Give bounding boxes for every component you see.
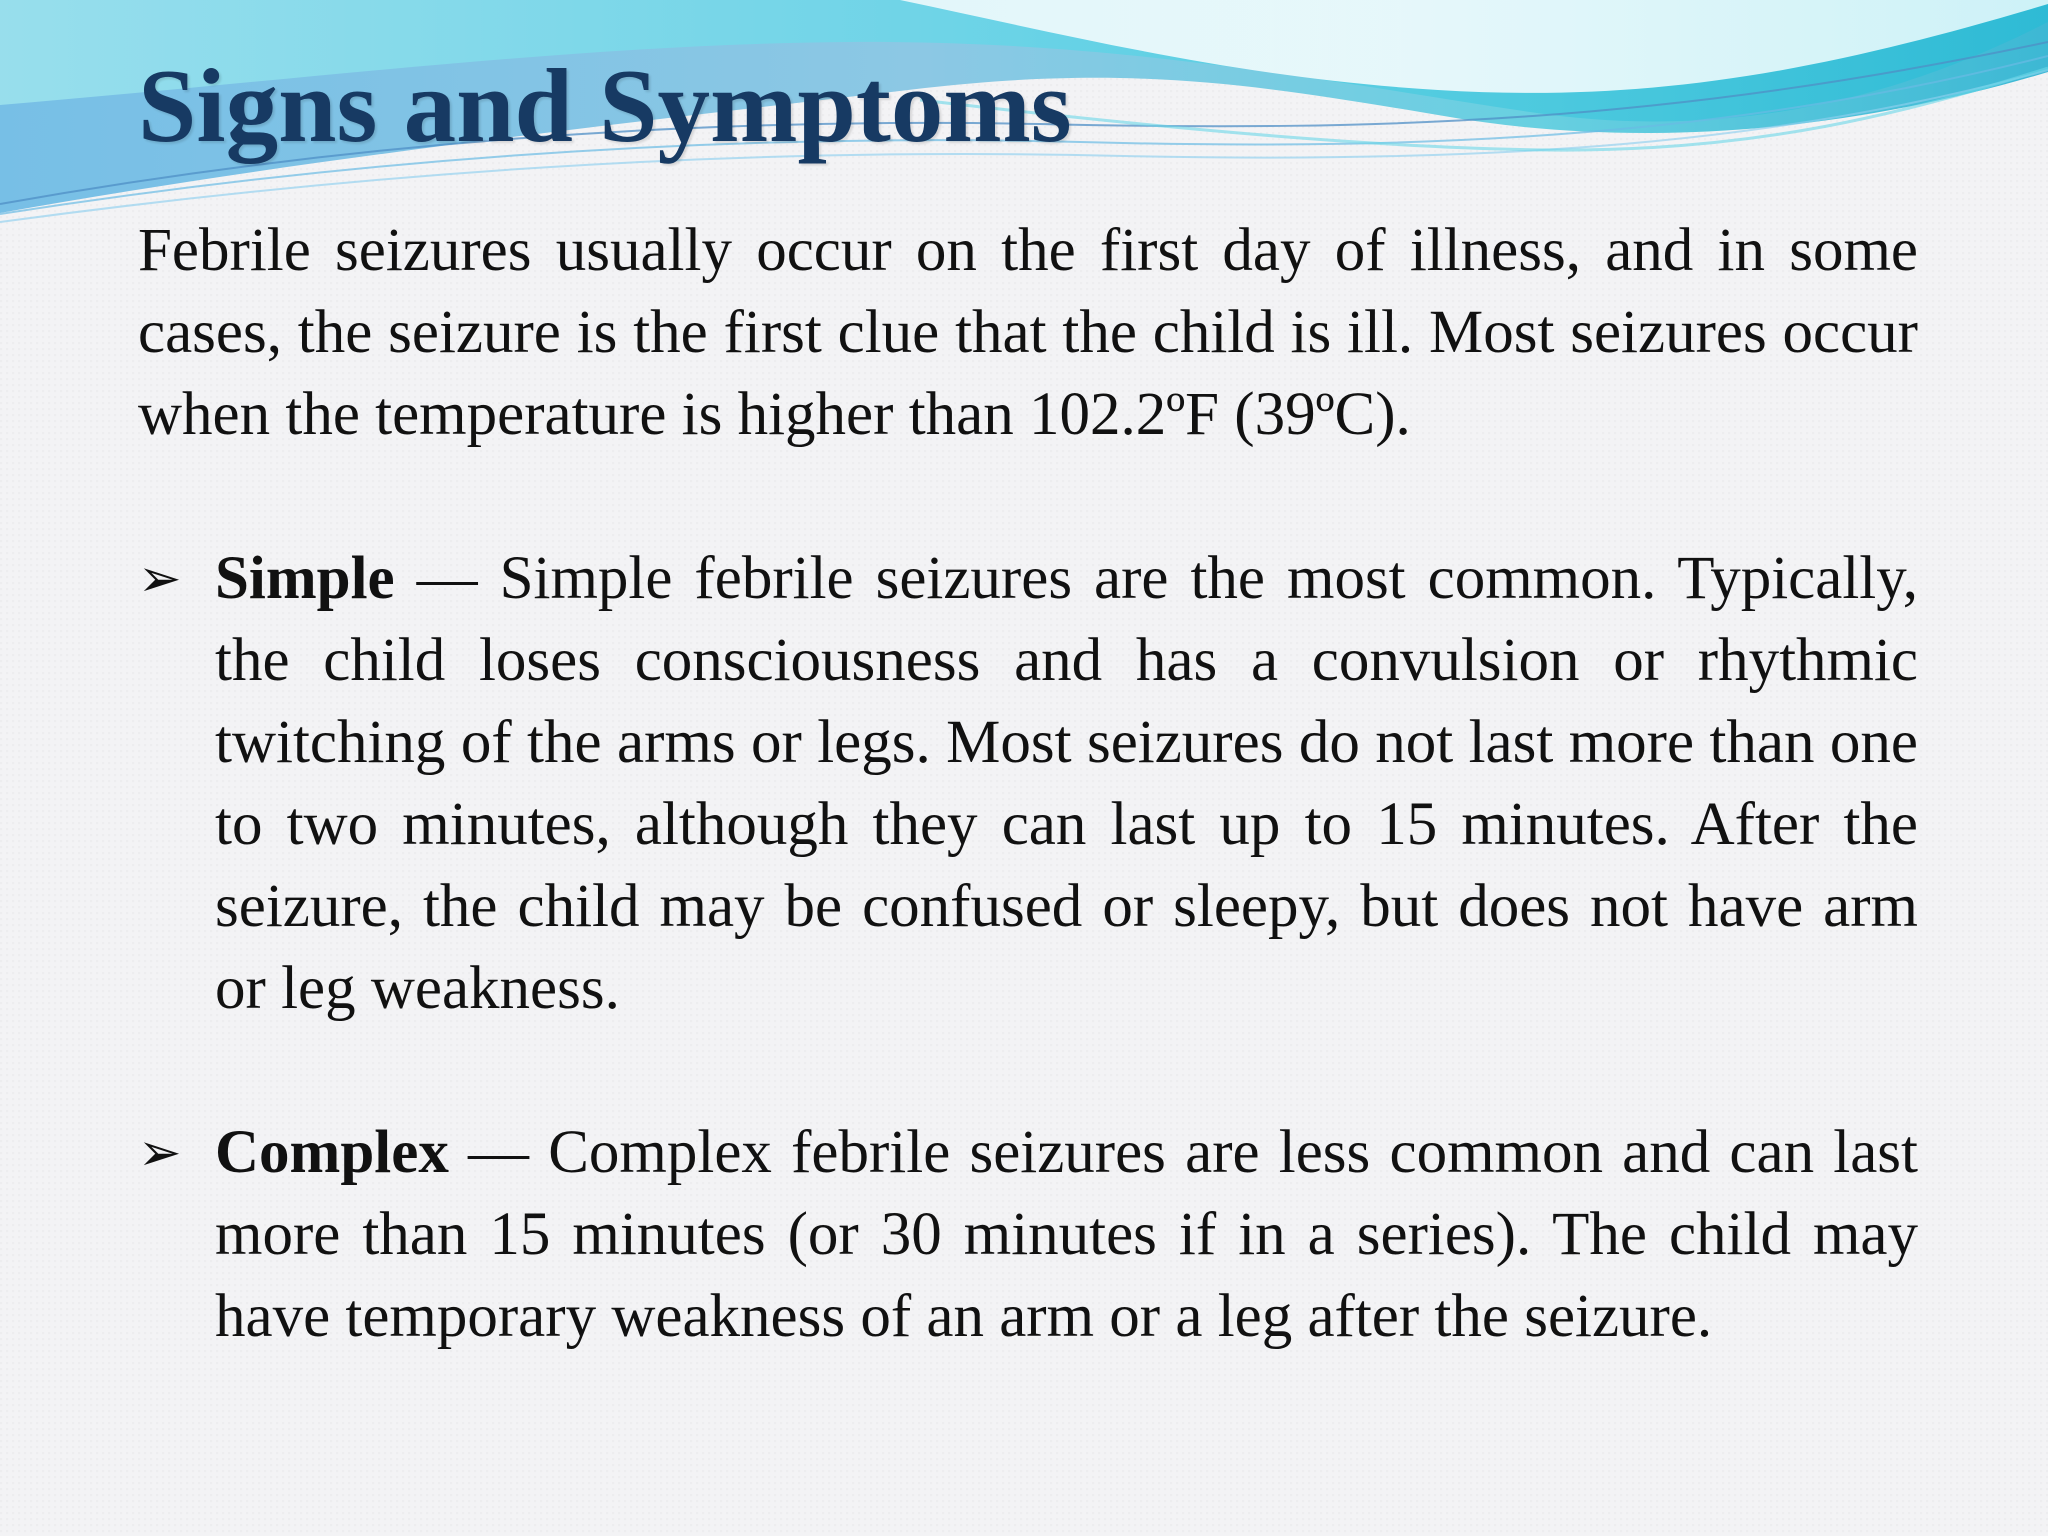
complex-description: Complex febrile seizures are less common and can last more than 15 minutes (or 30 minutes if in a series). The child may have temporary weakness of an arm or a leg after the seizure. (215, 1119, 1918, 1350)
bullet-simple (138, 538, 1918, 1030)
arrow-bullet-icon: ➢ (138, 549, 182, 609)
intro-paragraph: Febrile seizures usually occur on the first day of illness, and in some cases, the seizure is the first clue that the child is ill. Most seizures occur when the temperature is higher than 102.2ºF (39ºC). (138, 217, 1918, 448)
slide-title: Signs and Symptoms (138, 47, 1072, 164)
arrow-bullet-icon: ➢ (138, 1123, 182, 1183)
complex-term: Complex (215, 1119, 449, 1186)
bullet-complex (138, 1112, 1918, 1358)
simple-term: Simple (215, 545, 395, 612)
simple-description: Simple febrile seizures are the most common. Typically, the child loses consciousness and has a convulsion or rhythmic twitching of the arms or legs. Most seizures do not last more than one to two minutes, although they can last up to 15 minutes. After the seizure, the child may be confused or sleepy, but does not have arm or leg weakness. (215, 545, 1918, 1022)
simple-separator: — (394, 545, 500, 612)
complex-separator: — (448, 1119, 549, 1186)
slide-content (138, 210, 1918, 1358)
